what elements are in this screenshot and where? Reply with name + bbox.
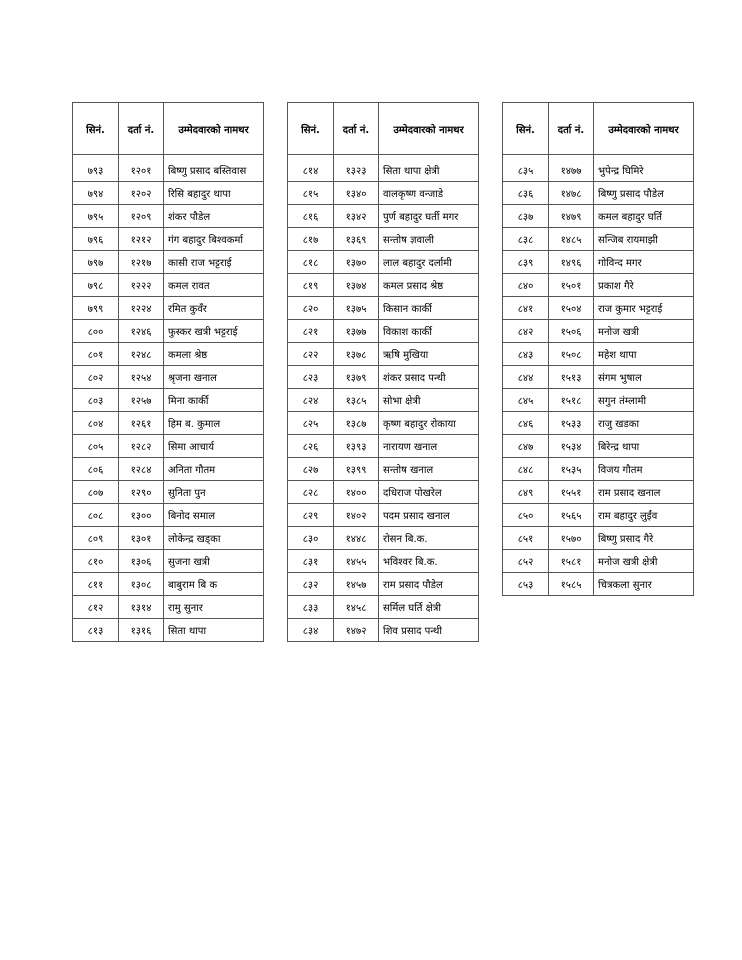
- registration-cell: १२१७: [119, 251, 164, 274]
- serial-cell: ८०५: [73, 435, 119, 458]
- registration-cell: १५०८: [549, 343, 594, 366]
- table-row: [503, 228, 694, 251]
- serial-cell: ७९७: [73, 251, 119, 274]
- candidate-name-cell: शिव प्रसाद पन्थी: [379, 619, 479, 642]
- candidate-name-header: उम्मेदवारको नामथर: [379, 103, 479, 155]
- serial-cell: ८५१: [503, 527, 549, 550]
- table-row: [503, 435, 694, 458]
- serial-cell: ८१७: [288, 228, 334, 251]
- serial-cell: ८०७: [73, 481, 119, 504]
- registration-cell: १३२३: [334, 155, 379, 182]
- candidate-name-cell: दधिराज पोखरेल: [379, 481, 479, 504]
- registration-cell: १४४८: [334, 527, 379, 550]
- serial-cell: ८४५: [503, 389, 549, 412]
- registration-cell: १२४६: [119, 320, 164, 343]
- registration-cell: १४००: [334, 481, 379, 504]
- table-row: [288, 527, 479, 550]
- registration-cell: १३७९: [334, 366, 379, 389]
- serial-cell: ८३४: [288, 619, 334, 642]
- serial-cell: ८४०: [503, 274, 549, 297]
- candidate-name-cell: राम बहादुर लुईंव: [594, 504, 694, 527]
- candidate-name-cell: मनोज खत्री: [594, 320, 694, 343]
- candidate-name-cell: वालकृष्ण वन्जाडे: [379, 182, 479, 205]
- table-row: [73, 458, 264, 481]
- table-row: [73, 274, 264, 297]
- registration-cell: १४८५: [549, 228, 594, 251]
- registration-cell: १३१६: [119, 619, 164, 642]
- registration-cell: १२२४: [119, 297, 164, 320]
- candidate-name-cell: विकाश कार्की: [379, 320, 479, 343]
- table-row: [503, 343, 694, 366]
- registration-cell: १५१८: [549, 389, 594, 412]
- registration-cell: १२९०: [119, 481, 164, 504]
- serial-cell: ८०९: [73, 527, 119, 550]
- table-row: [503, 251, 694, 274]
- registration-header: दर्ता नं.: [119, 103, 164, 155]
- registration-cell: १२१२: [119, 228, 164, 251]
- table-row: [73, 435, 264, 458]
- candidate-name-cell: राज कुमार भट्टराई: [594, 297, 694, 320]
- serial-cell: ८४१: [503, 297, 549, 320]
- table-row: [288, 550, 479, 573]
- registration-cell: १५०१: [549, 274, 594, 297]
- table-row: [503, 274, 694, 297]
- candidate-name-cell: रमित कुवँर: [164, 297, 264, 320]
- serial-cell: ८२४: [288, 389, 334, 412]
- table-row: [73, 412, 264, 435]
- serial-cell: ८५२: [503, 550, 549, 573]
- table-row: [503, 550, 694, 573]
- table-row: [503, 504, 694, 527]
- serial-cell: ८५३: [503, 573, 549, 596]
- serial-cell: ८१०: [73, 550, 119, 573]
- candidate-name-header: उम्मेदवारको नामथर: [164, 103, 264, 155]
- candidate-name-cell: राम प्रसाद पौडेल: [379, 573, 479, 596]
- candidate-name-cell: रिसि बहादुर थापा: [164, 182, 264, 205]
- candidate-name-cell: सिमा आचार्य: [164, 435, 264, 458]
- table-row: [73, 155, 264, 182]
- candidate-name-cell: कमल प्रसाद श्रेष्ठ: [379, 274, 479, 297]
- candidate-name-cell: बिरेन्द्र थापा: [594, 435, 694, 458]
- table-row: [288, 412, 479, 435]
- candidate-name-header: उम्मेदवारको नामथर: [594, 103, 694, 155]
- candidate-name-cell: कमला श्रेष्ठ: [164, 343, 264, 366]
- serial-cell: ८१४: [288, 155, 334, 182]
- registration-cell: १४५५: [334, 550, 379, 573]
- registration-cell: १५०६: [549, 320, 594, 343]
- serial-cell: ८०८: [73, 504, 119, 527]
- table-row: [73, 343, 264, 366]
- candidate-name-cell: पदम प्रसाद खनाल: [379, 504, 479, 527]
- candidate-name-cell: सगुन तंम्लामी: [594, 389, 694, 412]
- registration-cell: १४७७: [549, 155, 594, 182]
- serial-cell: ८३२: [288, 573, 334, 596]
- table-row: [503, 205, 694, 228]
- candidate-name-cell: रोसन बि.क.: [379, 527, 479, 550]
- candidate-name-cell: सिता थापा क्षेत्री: [379, 155, 479, 182]
- candidate-name-cell: भविश्वर बि.क.: [379, 550, 479, 573]
- registration-header: दर्ता नं.: [334, 103, 379, 155]
- registration-cell: १४९६: [549, 251, 594, 274]
- registration-cell: १२५४: [119, 366, 164, 389]
- serial-cell: ८२०: [288, 297, 334, 320]
- table-row: [503, 458, 694, 481]
- serial-cell: ८४२: [503, 320, 549, 343]
- registration-cell: १३७८: [334, 343, 379, 366]
- candidate-name-cell: सन्तोष खनाल: [379, 458, 479, 481]
- registration-cell: १३०८: [119, 573, 164, 596]
- candidate-name-cell: सोभा क्षेत्री: [379, 389, 479, 412]
- serial-cell: ८२२: [288, 343, 334, 366]
- table-row: [73, 481, 264, 504]
- candidate-name-cell: गंग बहादुर बिश्वकर्मा: [164, 228, 264, 251]
- serial-cell: ८२६: [288, 435, 334, 458]
- registration-cell: १५८१: [549, 550, 594, 573]
- serial-cell: ८२३: [288, 366, 334, 389]
- registration-cell: १५८५: [549, 573, 594, 596]
- serial-cell: ८३०: [288, 527, 334, 550]
- registration-cell: १४७२: [334, 619, 379, 642]
- table-row: [73, 182, 264, 205]
- table-row: [73, 573, 264, 596]
- candidate-name-cell: बिनोद समाल: [164, 504, 264, 527]
- registration-cell: १३०१: [119, 527, 164, 550]
- candidate-name-cell: सुनिता पुन: [164, 481, 264, 504]
- serial-cell: ८१२: [73, 596, 119, 619]
- serial-cell: ७९९: [73, 297, 119, 320]
- table-row: [288, 389, 479, 412]
- table-row: [73, 320, 264, 343]
- candidate-name-cell: कमल बहादुर घर्ति: [594, 205, 694, 228]
- registration-cell: १३९९: [334, 458, 379, 481]
- serial-cell: ८४९: [503, 481, 549, 504]
- serial-cell: ८१५: [288, 182, 334, 205]
- candidate-name-cell: गोविन्द मगर: [594, 251, 694, 274]
- table-row: [288, 458, 479, 481]
- registration-cell: १३७०: [334, 251, 379, 274]
- candidate-name-cell: सर्मिल घर्ति क्षेत्री: [379, 596, 479, 619]
- candidate-name-cell: अनिता गौतम: [164, 458, 264, 481]
- serial-cell: ८०३: [73, 389, 119, 412]
- table-row: [288, 435, 479, 458]
- table-row: [288, 274, 479, 297]
- registration-cell: १४७९: [549, 205, 594, 228]
- table-row: [288, 481, 479, 504]
- registration-cell: १५६५: [549, 504, 594, 527]
- table-row: [503, 320, 694, 343]
- serial-cell: ८४८: [503, 458, 549, 481]
- registration-cell: १५३५: [549, 458, 594, 481]
- serial-cell: ८०१: [73, 343, 119, 366]
- table-row: [73, 619, 264, 642]
- candidate-name-cell: ऋषि मुखिया: [379, 343, 479, 366]
- table-row: [288, 297, 479, 320]
- candidate-table-2: [287, 102, 479, 642]
- table-row: [73, 389, 264, 412]
- candidate-table-3: [502, 102, 694, 596]
- table-row: [288, 619, 479, 642]
- serial-cell: ८०४: [73, 412, 119, 435]
- serial-cell: ८१३: [73, 619, 119, 642]
- candidate-name-cell: शंकर पौडेल: [164, 205, 264, 228]
- table-row: [288, 155, 479, 182]
- registration-cell: १३४२: [334, 205, 379, 228]
- serial-cell: ८४६: [503, 412, 549, 435]
- serial-cell: ८०२: [73, 366, 119, 389]
- table-row: [73, 228, 264, 251]
- registration-cell: १२०१: [119, 155, 164, 182]
- table-row: [288, 596, 479, 619]
- serial-header: सिनं.: [288, 103, 334, 155]
- table-row: [503, 182, 694, 205]
- table-row: [503, 297, 694, 320]
- registration-cell: १५०४: [549, 297, 594, 320]
- registration-cell: १५१३: [549, 366, 594, 389]
- registration-header: दर्ता नं.: [549, 103, 594, 155]
- table-header-row: [73, 103, 264, 155]
- registration-cell: १५५१: [549, 481, 594, 504]
- table-row: [288, 343, 479, 366]
- registration-cell: १२६१: [119, 412, 164, 435]
- registration-cell: १३७४: [334, 274, 379, 297]
- table-row: [73, 527, 264, 550]
- candidate-name-cell: कृष्ण बहादुर रोकाया: [379, 412, 479, 435]
- candidate-name-cell: संगम भुषाल: [594, 366, 694, 389]
- table-row: [73, 366, 264, 389]
- candidate-name-cell: मनोज खत्री क्षेत्री: [594, 550, 694, 573]
- serial-cell: ८००: [73, 320, 119, 343]
- registration-cell: १३०६: [119, 550, 164, 573]
- serial-cell: ८३७: [503, 205, 549, 228]
- registration-cell: १२८४: [119, 458, 164, 481]
- serial-cell: ७९३: [73, 155, 119, 182]
- registration-cell: १३४०: [334, 182, 379, 205]
- candidate-name-cell: विजय गौतम: [594, 458, 694, 481]
- table-row: [288, 504, 479, 527]
- registration-cell: १२८२: [119, 435, 164, 458]
- serial-cell: ८२८: [288, 481, 334, 504]
- serial-cell: ८४३: [503, 343, 549, 366]
- candidate-name-cell: भुपेन्द्र घिमिरे: [594, 155, 694, 182]
- serial-cell: ८१६: [288, 205, 334, 228]
- table-row: [503, 366, 694, 389]
- registration-cell: १४७८: [549, 182, 594, 205]
- registration-cell: १४५७: [334, 573, 379, 596]
- candidate-name-cell: बिष्णु प्रसाद बस्तिवास: [164, 155, 264, 182]
- registration-cell: १३१४: [119, 596, 164, 619]
- candidate-name-cell: लाल बहादुर दर्लामी: [379, 251, 479, 274]
- table-row: [503, 155, 694, 182]
- candidate-name-cell: चित्रकला सुनार: [594, 573, 694, 596]
- candidate-name-cell: प्रकाश गैरे: [594, 274, 694, 297]
- registration-cell: १३८५: [334, 389, 379, 412]
- candidate-name-cell: सन्तोष ज्ञवाली: [379, 228, 479, 251]
- serial-cell: ८१८: [288, 251, 334, 274]
- table-row: [503, 389, 694, 412]
- candidate-table-1: [72, 102, 264, 642]
- serial-cell: ८४४: [503, 366, 549, 389]
- serial-cell: ८०६: [73, 458, 119, 481]
- registration-cell: १३९३: [334, 435, 379, 458]
- registration-cell: १३६९: [334, 228, 379, 251]
- serial-cell: ८१९: [288, 274, 334, 297]
- table-row: [73, 504, 264, 527]
- candidate-name-cell: सुजना खत्री: [164, 550, 264, 573]
- table-row: [503, 573, 694, 596]
- table-row: [73, 550, 264, 573]
- serial-cell: ७९४: [73, 182, 119, 205]
- candidate-name-cell: सन्जिब रायमाझी: [594, 228, 694, 251]
- table-row: [503, 412, 694, 435]
- serial-cell: ८२५: [288, 412, 334, 435]
- serial-cell: ८२७: [288, 458, 334, 481]
- serial-header: सिनं.: [503, 103, 549, 155]
- table-header-row: [503, 103, 694, 155]
- table-row: [288, 366, 479, 389]
- table-row: [73, 297, 264, 320]
- candidate-name-cell: कमल रावत: [164, 274, 264, 297]
- candidate-name-cell: मिना कार्की: [164, 389, 264, 412]
- registration-cell: १४०२: [334, 504, 379, 527]
- registration-cell: १५३३: [549, 412, 594, 435]
- table-row: [73, 251, 264, 274]
- serial-cell: ८३६: [503, 182, 549, 205]
- table-row: [503, 527, 694, 550]
- candidate-name-cell: शंकर प्रसाद पन्थी: [379, 366, 479, 389]
- candidate-name-cell: राम प्रसाद खनाल: [594, 481, 694, 504]
- serial-cell: ८३९: [503, 251, 549, 274]
- serial-cell: ८५०: [503, 504, 549, 527]
- candidate-name-cell: नारायण खनाल: [379, 435, 479, 458]
- serial-cell: ८३३: [288, 596, 334, 619]
- table-row: [288, 573, 479, 596]
- candidate-name-cell: श्रृजना खनाल: [164, 366, 264, 389]
- registration-cell: १३८७: [334, 412, 379, 435]
- candidate-name-cell: पुर्ण बहादुर घर्ती मगर: [379, 205, 479, 228]
- registration-cell: १२४८: [119, 343, 164, 366]
- registration-cell: १३००: [119, 504, 164, 527]
- registration-cell: १२०९: [119, 205, 164, 228]
- serial-cell: ७९८: [73, 274, 119, 297]
- candidate-name-cell: महेश थापा: [594, 343, 694, 366]
- serial-header: सिनं.: [73, 103, 119, 155]
- registration-cell: १२०२: [119, 182, 164, 205]
- candidate-name-cell: बाबुराम बि क: [164, 573, 264, 596]
- registration-cell: १२२२: [119, 274, 164, 297]
- registration-cell: १५३४: [549, 435, 594, 458]
- candidate-name-cell: राजु खडका: [594, 412, 694, 435]
- serial-cell: ८३८: [503, 228, 549, 251]
- serial-cell: ८२१: [288, 320, 334, 343]
- serial-cell: ७९५: [73, 205, 119, 228]
- candidate-name-cell: बिष्णु प्रसाद पौडेल: [594, 182, 694, 205]
- candidate-name-cell: सिता थापा: [164, 619, 264, 642]
- table-row: [288, 251, 479, 274]
- candidate-name-cell: लोकेन्द्र खड्का: [164, 527, 264, 550]
- registration-cell: १३७७: [334, 320, 379, 343]
- registration-cell: १४५८: [334, 596, 379, 619]
- candidate-name-cell: कासी राज भट्टराई: [164, 251, 264, 274]
- table-row: [73, 596, 264, 619]
- table-row: [288, 228, 479, 251]
- candidate-name-cell: किसान कार्की: [379, 297, 479, 320]
- serial-cell: ८३१: [288, 550, 334, 573]
- table-header-row: [288, 103, 479, 155]
- table-row: [73, 205, 264, 228]
- registration-cell: १३७५: [334, 297, 379, 320]
- serial-cell: ८४७: [503, 435, 549, 458]
- candidate-name-cell: हिम ब. कुमाल: [164, 412, 264, 435]
- table-row: [288, 205, 479, 228]
- serial-cell: ८११: [73, 573, 119, 596]
- serial-cell: ८२९: [288, 504, 334, 527]
- serial-cell: ८३५: [503, 155, 549, 182]
- table-row: [288, 320, 479, 343]
- serial-cell: ७९६: [73, 228, 119, 251]
- candidate-name-cell: फुस्कर खत्री भट्टराई: [164, 320, 264, 343]
- table-row: [503, 481, 694, 504]
- registration-cell: १२५७: [119, 389, 164, 412]
- candidate-name-cell: रामु सुनार: [164, 596, 264, 619]
- table-row: [288, 182, 479, 205]
- candidate-name-cell: बिष्णु प्रसाद गैरे: [594, 527, 694, 550]
- registration-cell: १५७०: [549, 527, 594, 550]
